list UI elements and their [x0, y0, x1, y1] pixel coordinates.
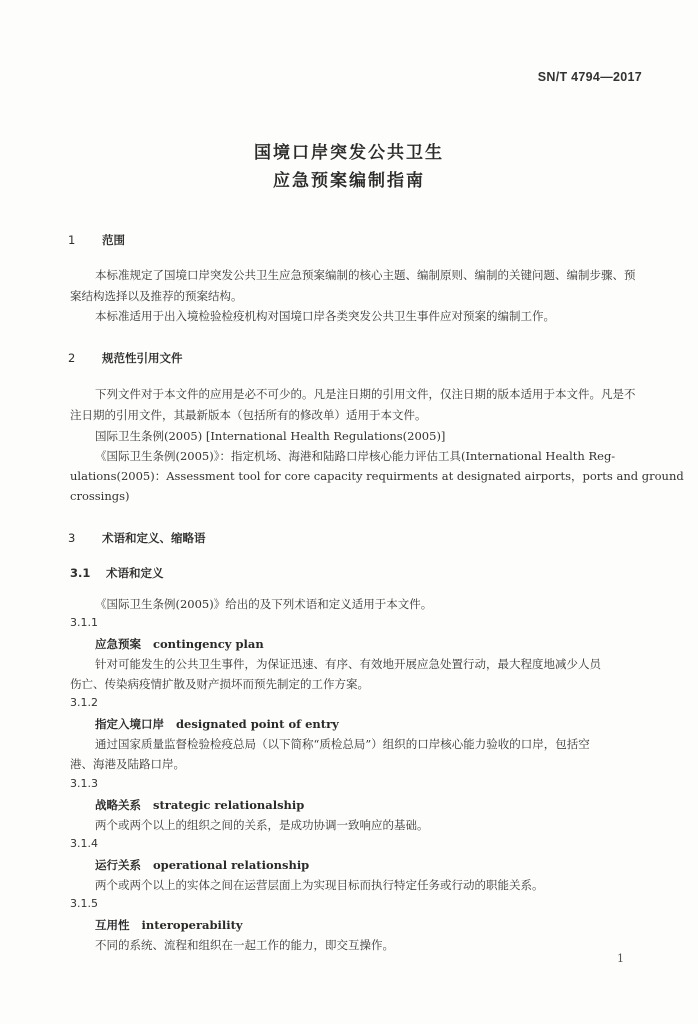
term-heading	[95, 716, 339, 732]
term-number: 3.1.4	[70, 837, 98, 850]
term-definition-line-1: 两个或两个以上的组织之间的关系，是成功协调一致响应的基础。	[95, 818, 429, 832]
section-title: 术语和定义、缩略语	[102, 531, 206, 545]
document-title-line-2: 应急预案编制指南	[273, 171, 425, 191]
standard-code: SN/T 4794—2017	[537, 70, 642, 84]
section-number: 3	[68, 531, 76, 545]
term-heading	[95, 917, 243, 933]
reference-1: 国际卫生条例(2005) [International Health Regulations(2005)]	[95, 429, 446, 443]
term-en: contingency plan	[153, 637, 264, 651]
term-heading	[95, 797, 304, 813]
term-definition-line-1: 两个或两个以上的实体之间在运营层面上为实现目标而执行特定任务或行动的职能关系。	[95, 878, 544, 892]
term-en: interoperability	[141, 918, 243, 932]
reference-2-line-2: ulations(2005)：Assessment tool for core capacity requirments at designated airports，ports and ground	[70, 469, 684, 483]
section-title: 规范性引用文件	[102, 351, 183, 365]
term-number: 3.1.3	[70, 777, 98, 790]
term-zh: 运行关系	[95, 858, 141, 872]
section-3-heading	[68, 530, 206, 546]
document-title-line-1: 国境口岸突发公共卫生	[254, 143, 444, 163]
subsection-3-1-heading	[70, 565, 164, 581]
section-title: 范围	[102, 233, 125, 247]
term-definition-line-1: 通过国家质量监督检验检疫总局（以下简称“质检总局”）组织的口岸核心能力验收的口岸，包括空	[95, 737, 590, 751]
term-zh: 指定入境口岸	[95, 717, 164, 731]
term-definition-line-1: 针对可能发生的公共卫生事件，为保证迅速、有序、有效地开展应急处置行动，最大程度地减少人员	[95, 657, 601, 671]
term-en: strategic relationalship	[153, 798, 305, 812]
term-number: 3.1.2	[70, 696, 98, 709]
term-heading	[95, 857, 309, 873]
section-1-paragraph-1: 本标准规定了国境口岸突发公共卫生应急预案编制的核心主题、编制原则、编制的关键问题、编制步骤、预案结构选择以及推荐的预案结构。	[70, 268, 636, 303]
term-zh: 应急预案	[95, 637, 141, 651]
section-number: 1	[68, 233, 76, 247]
reference-2-line-1: 《国际卫生条例(2005)》：指定机场、海港和陆路口岸核心能力评估工具(International Health Reg-	[95, 449, 616, 463]
subsection-title: 术语和定义	[106, 566, 164, 580]
section-2-heading	[68, 350, 183, 366]
term-number: 3.1.1	[70, 616, 98, 629]
term-definition-line-2: 伤亡、传染病疫情扩散及财产损坏而预先制定的工作方案。	[70, 677, 369, 691]
page-number: 1	[617, 952, 624, 965]
term-en: operational relationship	[153, 858, 310, 872]
term-zh: 互用性	[95, 918, 130, 932]
term-en: designated point of entry	[176, 717, 339, 731]
subsection-number: 3.1	[70, 566, 91, 580]
term-heading	[95, 636, 264, 652]
term-definition-line-1: 不同的系统、流程和组织在一起工作的能力，即交互操作。	[95, 938, 394, 952]
term-zh: 战略关系	[95, 798, 141, 812]
section-number: 2	[68, 351, 76, 365]
section-1-heading	[68, 232, 125, 248]
section-1-paragraph-2: 本标准适用于出入境检验检疫机构对国境口岸各类突发公共卫生事件应对预案的编制工作。	[95, 309, 555, 323]
reference-2-line-3: crossings)	[70, 489, 130, 503]
terms-intro: 《国际卫生条例(2005)》给出的及下列术语和定义适用于本文件。	[95, 597, 433, 611]
term-definition-line-2: 港、海港及陆路口岸。	[70, 757, 185, 771]
term-number: 3.1.5	[70, 897, 98, 910]
section-2-paragraph-1: 下列文件对于本文件的应用是必不可少的。凡是注日期的引用文件，仅注日期的版本适用于本文件。凡是不注日期的引用文件，其最新版本（包括所有的修改单）适用于本文件。	[70, 387, 636, 422]
